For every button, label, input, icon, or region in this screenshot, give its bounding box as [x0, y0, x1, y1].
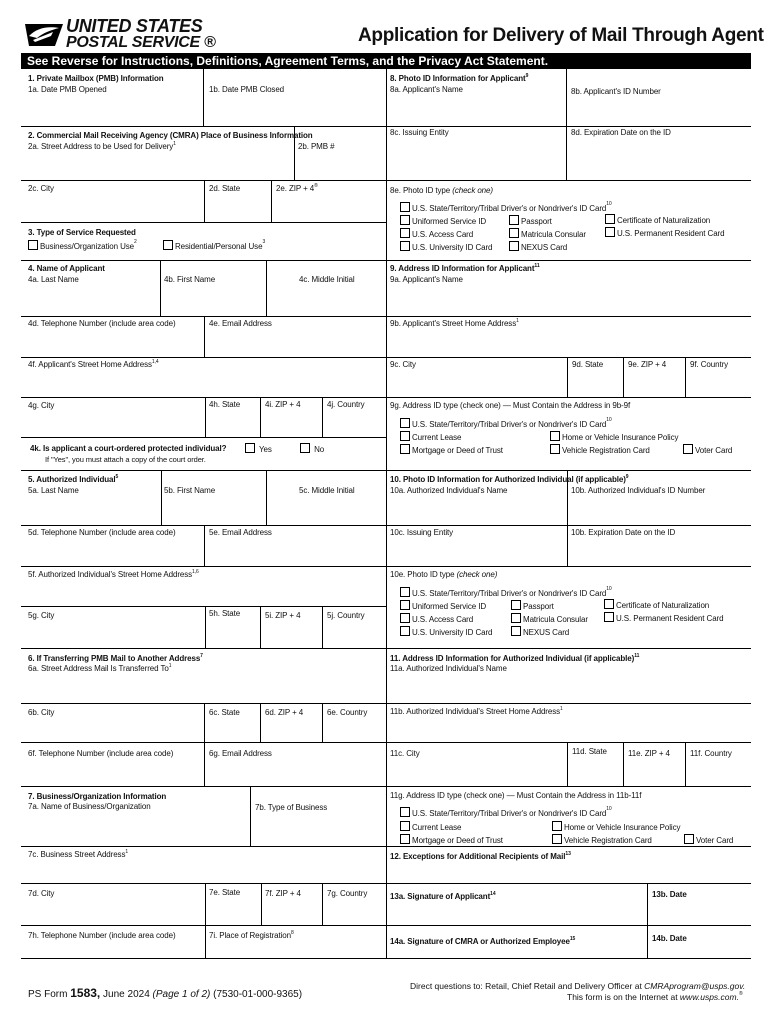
- field-4f-label: 4f. Applicant's Street Home Address$^{1,4}$: [28, 359, 159, 369]
- field-9f-label: 9f. Country: [690, 360, 729, 369]
- section-8-title: 8. Photo ID Information for Applicant$^9$: [390, 73, 529, 83]
- field-5h-label: 5h. State: [209, 609, 241, 618]
- field-9g-label: 9g. Address ID type (check one) — Must Contain the Address in 9b-9f: [390, 401, 631, 410]
- field-4b-label: 4b. First Name: [164, 275, 216, 284]
- eagle-logo-icon: [25, 20, 63, 50]
- business-use-checkbox[interactable]: [28, 240, 38, 250]
- field-2d-label: 2d. State: [209, 184, 241, 193]
- field-2b-label: 2b. PMB #: [298, 142, 335, 151]
- address-id-insurance-checkbox[interactable]: [550, 431, 560, 441]
- field-11f-label: 11f. Country: [690, 749, 732, 758]
- auth-photo-id-naturalization[interactable]: Certificate of Naturalization: [604, 599, 709, 611]
- auth-address-id-lease[interactable]: Current Lease: [400, 821, 461, 833]
- auth-photo-id-passport[interactable]: Passport: [511, 600, 554, 612]
- photo-id-naturalization[interactable]: Certificate of Naturalization: [605, 214, 710, 226]
- field-6g-label: 6g. Email Address: [209, 749, 272, 758]
- form-title: Application for Delivery of Mail Through Agent: [358, 25, 764, 46]
- address-id-lease-checkbox[interactable]: [400, 431, 410, 441]
- auth-address-id-voter-checkbox[interactable]: [684, 834, 694, 844]
- section-12-title: 12. Exceptions for Additional Recipients of Mail$^{13}$: [390, 851, 571, 861]
- field-9d-label: 9d. State: [572, 360, 604, 369]
- cmra-signature-label: 14a. Signature of CMRA or Authorized Employee$^{15}$: [390, 936, 576, 946]
- field-5g-label: 5g. City: [28, 611, 55, 620]
- field-1a-label: 1a. Date PMB Opened: [28, 85, 107, 94]
- auth-photo-id-resident-checkbox[interactable]: [604, 612, 614, 622]
- section-4-title: 4. Name of Applicant: [28, 264, 105, 273]
- photo-id-resident-checkbox[interactable]: [605, 227, 615, 237]
- photo-id-access-checkbox[interactable]: [400, 228, 410, 238]
- cmra-date-label: 14b. Date: [652, 934, 687, 943]
- field-11d-label: 11d. State: [572, 747, 607, 756]
- field-8a-label: 8a. Applicant's Name: [390, 85, 463, 94]
- section-3-title: 3. Type of Service Requested: [28, 228, 136, 237]
- field-1b-label: 1b. Date PMB Closed: [209, 85, 285, 94]
- photo-id-matricula[interactable]: Matricula Consular: [509, 228, 586, 240]
- field-5f-label: 5f. Authorized Individual's Street Home Address$^{1,6}$: [28, 569, 199, 579]
- field-11c-label: 11c. City: [390, 749, 420, 758]
- section-11-title: 11. Address ID Information for Authorized Individual (if applicable)$^{11}$: [390, 653, 640, 663]
- field-7c-label: 7c. Business Street Address$^1$: [28, 849, 129, 859]
- section-1-title: 1. Private Mailbox (PMB) Information: [28, 74, 164, 83]
- field-9e-label: 9e. ZIP + 4: [628, 360, 667, 369]
- auth-photo-id-passport-checkbox[interactable]: [511, 600, 521, 610]
- auth-address-id-registration-checkbox[interactable]: [552, 834, 562, 844]
- applicant-date-label: 13b. Date: [652, 890, 687, 899]
- field-8d-label: 8d. Expiration Date on the ID: [571, 128, 671, 137]
- auth-address-id-insurance-checkbox[interactable]: [552, 821, 562, 831]
- auth-photo-id-resident[interactable]: U.S. Permanent Resident Card: [604, 612, 723, 624]
- field-5b-label: 5b. First Name: [164, 486, 216, 495]
- field-6e-label: 6e. Country: [327, 708, 368, 717]
- auth-address-id-state-dl-checkbox[interactable]: [400, 807, 410, 817]
- field-7g-label: 7g. Country: [327, 889, 368, 898]
- contact-email-link[interactable]: CMRAprogram@usps.gov.: [644, 981, 746, 991]
- field-4k-question: 4k. Is applicant a court-ordered protected individual?: [30, 444, 227, 453]
- field-7e-label: 7e. State: [209, 888, 241, 897]
- auth-address-id-state-dl[interactable]: U.S. State/Territory/Tribal Driver's or Nondriver's ID Card$^{10}$: [400, 807, 612, 819]
- auth-photo-id-access-checkbox[interactable]: [400, 613, 410, 623]
- section-2-title: 2. Commercial Mail Receiving Agency (CMRA) Place of Business Information: [28, 131, 313, 140]
- field-4a-label: 4a. Last Name: [28, 275, 79, 284]
- field-4g-label: 4g. City: [28, 401, 55, 410]
- photo-id-nexus[interactable]: NEXUS Card: [509, 241, 567, 253]
- address-id-mortgage-checkbox[interactable]: [400, 444, 410, 454]
- auth-address-id-registration[interactable]: Vehicle Registration Card: [552, 834, 652, 846]
- protected-no-option[interactable]: No: [300, 443, 324, 455]
- field-7b-label: 7b. Type of Business: [255, 803, 328, 812]
- field-7a-label: 7a. Name of Business/Organization: [28, 802, 151, 811]
- address-id-insurance[interactable]: Home or Vehicle Insurance Policy: [550, 431, 678, 443]
- auth-address-id-mortgage-checkbox[interactable]: [400, 834, 410, 844]
- photo-id-uniformed-checkbox[interactable]: [400, 215, 410, 225]
- address-id-lease[interactable]: Current Lease: [400, 431, 461, 443]
- protected-yes-option[interactable]: Yes: [245, 443, 272, 455]
- photo-id-state-dl[interactable]: U.S. State/Territory/Tribal Driver's or Nondriver's ID Card$^{10}$: [400, 202, 612, 214]
- photo-id-uniformed[interactable]: Uniformed Service ID: [400, 215, 486, 227]
- address-id-mortgage[interactable]: Mortgage or Deed of Trust: [400, 444, 503, 456]
- photo-id-university[interactable]: U.S. University ID Card: [400, 241, 492, 253]
- auth-photo-id-uniformed-checkbox[interactable]: [400, 600, 410, 610]
- address-id-state-dl-checkbox[interactable]: [400, 418, 410, 428]
- section-7-title: 7. Business/Organization Information: [28, 792, 167, 801]
- field-7i-label: 7i. Place of Registration$^8$: [209, 930, 294, 940]
- protected-yes-checkbox[interactable]: [245, 443, 255, 453]
- auth-address-id-lease-checkbox[interactable]: [400, 821, 410, 831]
- field-7h-label: 7h. Telephone Number (include area code): [28, 931, 176, 940]
- field-2c-label: 2c. City: [28, 184, 54, 193]
- field-5e-label: 5e. Email Address: [209, 528, 272, 537]
- field-5i-label: 5i. ZIP + 4: [265, 611, 301, 620]
- applicant-signature-label: 13a. Signature of Applicant$^{14}$: [390, 891, 496, 901]
- photo-id-naturalization-checkbox[interactable]: [605, 214, 615, 224]
- field-6d-label: 6d. ZIP + 4: [265, 708, 304, 717]
- field-9a-label: 9a. Applicant's Name: [390, 275, 463, 284]
- auth-address-id-insurance[interactable]: Home or Vehicle Insurance Policy: [552, 821, 680, 833]
- business-use-option[interactable]: Business/Organization Use$^2$: [28, 240, 137, 252]
- field-6c-label: 6c. State: [209, 708, 240, 717]
- field-11g-label: 11g. Address ID type (check one) — Must Contain the Address in 11b-11f: [390, 791, 642, 800]
- field-5a-label: 5a. Last Name: [28, 486, 79, 495]
- section-10-title: 10. Photo ID Information for Authorized Individual (if applicable)$^9$: [390, 474, 629, 484]
- photo-id-passport-checkbox[interactable]: [509, 215, 519, 225]
- photo-id-state-dl-checkbox[interactable]: [400, 202, 410, 212]
- section-6-title: 6. If Transferring PMB Mail to Another Address$^7$: [28, 653, 203, 663]
- field-6b-label: 6b. City: [28, 708, 55, 717]
- auth-photo-id-matricula-checkbox[interactable]: [511, 613, 521, 623]
- field-5c-label: 5c. Middle Initial: [299, 486, 355, 495]
- address-id-registration-checkbox[interactable]: [550, 444, 560, 454]
- photo-id-access[interactable]: U.S. Access Card: [400, 228, 473, 240]
- field-4h-label: 4h. State: [209, 400, 241, 409]
- field-8e-label: 8e. Photo ID type (check one): [390, 186, 493, 195]
- logo-line-1: UNITED STATES: [66, 16, 203, 36]
- section-5-title: 5. Authorized Individual$^5$: [28, 474, 119, 484]
- auth-photo-id-naturalization-checkbox[interactable]: [604, 599, 614, 609]
- field-11a-label: 11a. Authorized Individual's Name: [390, 664, 507, 673]
- field-4i-label: 4i. ZIP + 4: [265, 400, 301, 409]
- court-order-note: If "Yes", you must attach a copy of the court order.: [45, 455, 206, 464]
- photo-id-passport[interactable]: Passport: [509, 215, 552, 227]
- auth-photo-id-nexus[interactable]: NEXUS Card: [511, 626, 569, 638]
- field-10a-label: 10a. Authorized Individual's Name: [390, 486, 508, 495]
- auth-address-id-voter[interactable]: Voter Card: [684, 834, 733, 846]
- field-9c-label: 9c. City: [390, 360, 416, 369]
- field-11b-label: 11b. Authorized Individual's Street Home Address$^1$: [390, 706, 563, 716]
- residential-use-option[interactable]: Residential/Personal Use$^3$: [163, 240, 265, 252]
- field-4e-label: 4e. Email Address: [209, 319, 272, 328]
- logo-line-2: POSTAL SERVICE ®: [66, 34, 216, 51]
- field-10e-label: 10e. Photo ID type (check one): [390, 570, 498, 579]
- internet-info: This form is on the Internet at www.usps.com.®: [567, 991, 743, 1002]
- auth-address-id-mortgage[interactable]: Mortgage or Deed of Trust: [400, 834, 503, 846]
- field-5d-label: 5d. Telephone Number (include area code): [28, 528, 176, 537]
- address-id-state-dl[interactable]: U.S. State/Territory/Tribal Driver's or Nondriver's ID Card$^{10}$: [400, 418, 612, 430]
- field-4c-label: 4c. Middle Initial: [299, 275, 355, 284]
- field-2e-label: 2e. ZIP + 4®: [276, 183, 318, 193]
- photo-id-matricula-checkbox[interactable]: [509, 228, 519, 238]
- field-5j-label: 5j. Country: [327, 611, 365, 620]
- auth-photo-id-matricula[interactable]: Matricula Consular: [511, 613, 588, 625]
- field-10b-label: 10b. Authorized Individual's ID Number: [571, 486, 706, 495]
- photo-id-resident[interactable]: U.S. Permanent Resident Card: [605, 227, 724, 239]
- auth-photo-id-university-checkbox[interactable]: [400, 626, 410, 636]
- instructions-banner: See Reverse for Instructions, Definitions, Agreement Terms, and the Privacy Act Statement.: [21, 53, 751, 69]
- photo-id-nexus-checkbox[interactable]: [509, 241, 519, 251]
- address-id-voter[interactable]: Voter Card: [683, 444, 732, 456]
- address-id-voter-checkbox[interactable]: [683, 444, 693, 454]
- field-4d-label: 4d. Telephone Number (include area code): [28, 319, 176, 328]
- form-identifier: PS Form 1583, June 2024 (Page 1 of 2) (7530-01-000-9365): [28, 986, 303, 1000]
- residential-use-checkbox[interactable]: [163, 240, 173, 250]
- protected-no-checkbox[interactable]: [300, 443, 310, 453]
- field-7f-label: 7f. ZIP + 4: [265, 889, 301, 898]
- auth-photo-id-university[interactable]: U.S. University ID Card: [400, 626, 492, 638]
- field-11e-label: 11e. ZIP + 4: [628, 749, 670, 758]
- field-10d-label: 10b. Expiration Date on the ID: [571, 528, 676, 537]
- field-8c-label: 8c. Issuing Entity: [390, 128, 449, 137]
- field-2a-label: 2a. Street Address to be Used for Delivery$^1$: [28, 141, 176, 151]
- auth-photo-id-nexus-checkbox[interactable]: [511, 626, 521, 636]
- auth-photo-id-state-dl[interactable]: U.S. State/Territory/Tribal Driver's or Nondriver's ID Card$^{10}$: [400, 587, 612, 599]
- field-9b-label: 9b. Applicant's Street Home Address$^1$: [390, 318, 519, 328]
- usps-website-link[interactable]: www.usps.com.: [679, 992, 739, 1002]
- address-id-registration[interactable]: Vehicle Registration Card: [550, 444, 650, 456]
- field-4j-label: 4j. Country: [327, 400, 365, 409]
- section-9-title: 9. Address ID Information for Applicant$^{11}$: [390, 263, 540, 273]
- field-6a-label: 6a. Street Address Mail Is Transferred To$^1$: [28, 663, 172, 673]
- field-6f-label: 6f. Telephone Number (include area code): [28, 749, 174, 758]
- field-10c-label: 10c. Issuing Entity: [390, 528, 454, 537]
- auth-photo-id-uniformed[interactable]: Uniformed Service ID: [400, 600, 486, 612]
- field-8b-label: 8b. Applicant's ID Number: [571, 87, 661, 96]
- contact-info: Direct questions to: Retail, Chief Retail and Delivery Officer at CMRAprogram@usps.gov.: [410, 981, 746, 991]
- auth-photo-id-state-dl-checkbox[interactable]: [400, 587, 410, 597]
- auth-photo-id-access[interactable]: U.S. Access Card: [400, 613, 473, 625]
- photo-id-university-checkbox[interactable]: [400, 241, 410, 251]
- field-7d-label: 7d. City: [28, 889, 55, 898]
